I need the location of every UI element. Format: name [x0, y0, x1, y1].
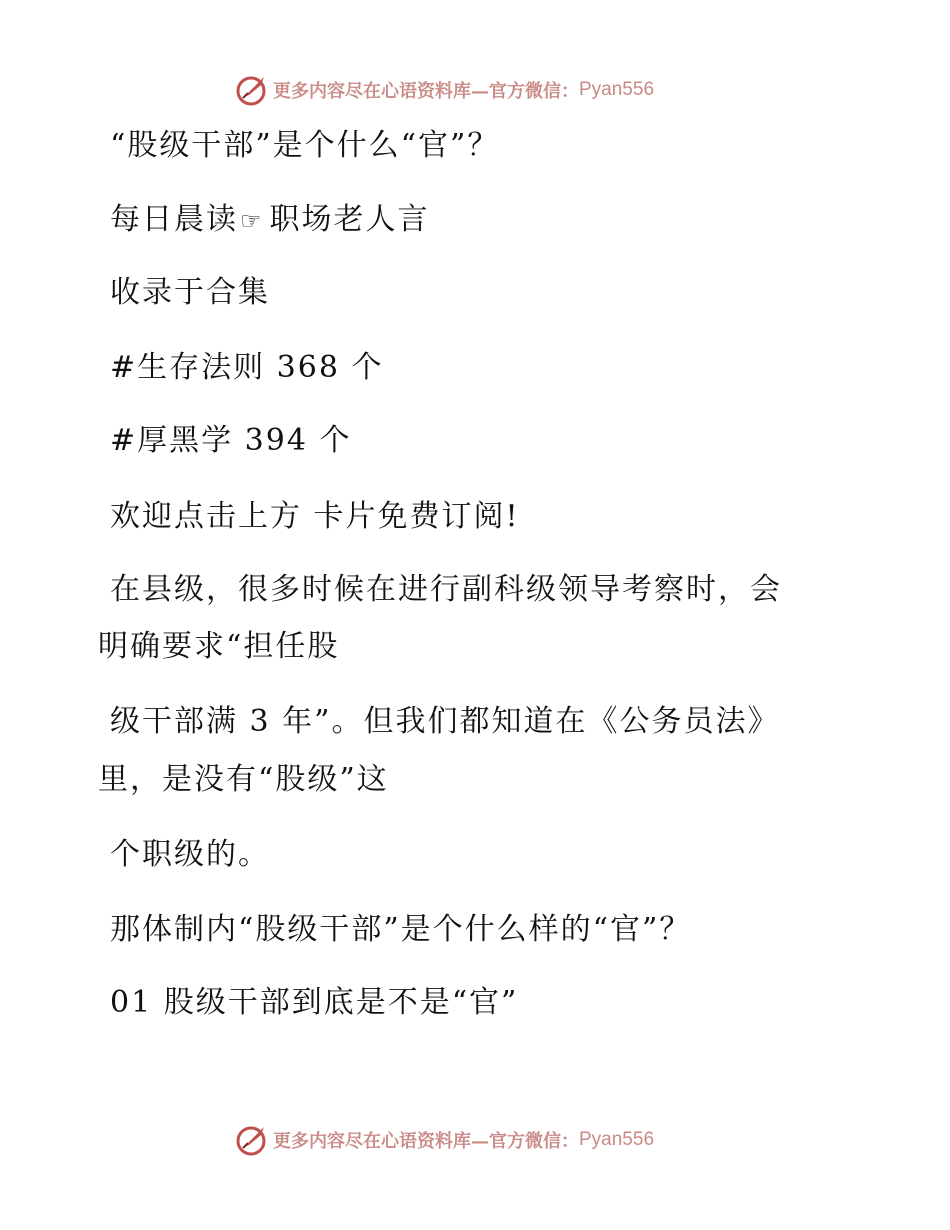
watermark-text: 更多内容尽在心语资料库—官方微信： — [273, 81, 579, 102]
pointing-hand-icon: ☞ — [240, 207, 262, 235]
paragraph-1-line-1: 在县级，很多时候在进行副科级领导考察时，会 — [110, 572, 782, 607]
paragraph-1-line-2: 明确要求“担任股 — [98, 629, 340, 664]
footer-watermark — [235, 1122, 654, 1158]
tag-survival-rules[interactable]: #生存法则 368 个 — [110, 350, 384, 385]
tag-thick-black[interactable]: #厚黑学 394 个 — [110, 423, 352, 458]
header-watermark — [235, 72, 654, 108]
watermark-handle: Pyan556 — [579, 79, 655, 100]
subscribe-prompt: 欢迎点击上方 卡片免费订阅! — [110, 499, 520, 534]
section-heading: 01 股级干部到底是不是“官” — [110, 985, 519, 1020]
morning-read-line — [110, 200, 430, 241]
page-title: “股级干部”是个什么“官”？ — [110, 128, 500, 163]
paragraph-2-line-1: 级干部满 3 年”。但我们都知道在《公务员法》 — [110, 704, 780, 739]
morning-read-suffix: 职场老人言 — [269, 202, 430, 237]
morning-read-label: 每日晨读 — [110, 202, 238, 237]
quill-logo-icon — [235, 1123, 269, 1157]
watermark-text: 更多内容尽在心语资料库—官方微信： — [273, 1131, 579, 1152]
paragraph-3: 个职级的。 — [110, 837, 270, 872]
watermark-handle: Pyan556 — [579, 1129, 655, 1150]
paragraph-2-line-2: 里，是没有“股级”这 — [98, 762, 389, 797]
quill-logo-icon — [235, 73, 269, 107]
collection-label: 收录于合集 — [110, 275, 270, 310]
paragraph-4: 那体制内“股级干部”是个什么样的“官”？ — [110, 912, 692, 947]
